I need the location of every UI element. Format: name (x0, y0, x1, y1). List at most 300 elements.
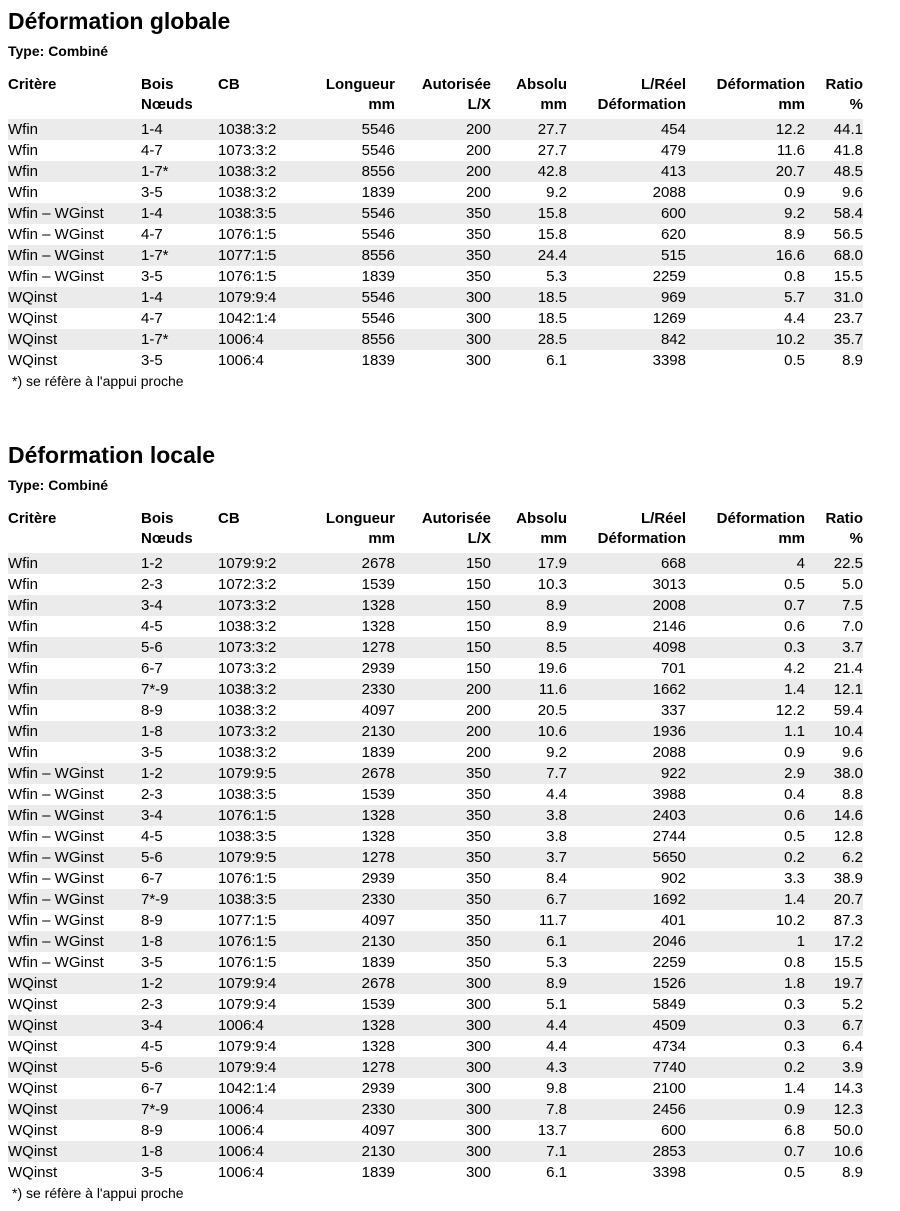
cell-longueur: 2678 (298, 553, 395, 574)
header-line: Nœuds (141, 530, 193, 547)
cell-critere: Wfin – WGinst (8, 910, 141, 931)
cell-critere: Wfin (8, 140, 141, 161)
cell-autorisee: 350 (395, 868, 491, 889)
cell-longueur: 1328 (298, 826, 395, 847)
cell-absolu: 7.1 (491, 1141, 567, 1162)
cell-autorisee: 300 (395, 994, 491, 1015)
cell-critere: WQinst (8, 994, 141, 1015)
cell-critere: Wfin – WGinst (8, 266, 141, 287)
cell-ratio: 6.4 (805, 1036, 863, 1057)
cell-longueur: 8556 (298, 245, 395, 266)
cell-l-reel: 2088 (567, 182, 686, 203)
table-row (8, 203, 863, 224)
cell-absolu: 27.7 (491, 119, 567, 140)
cell-noeuds: 1-4 (141, 287, 218, 308)
table-row (8, 329, 863, 350)
header-line: Bois (141, 510, 174, 527)
cell-cb: 1006:4 (218, 1015, 298, 1036)
cell-noeuds: 4-5 (141, 616, 218, 637)
deformation-table-global (8, 75, 863, 371)
cell-cb: 1038:3:5 (218, 203, 298, 224)
cell-noeuds: 1-4 (141, 119, 218, 140)
cell-deformation: 0.8 (686, 952, 805, 973)
cell-autorisee: 350 (395, 203, 491, 224)
cell-ratio: 19.7 (805, 973, 863, 994)
header-line: Autorisée (421, 76, 491, 93)
cell-l-reel: 3013 (567, 574, 686, 595)
cell-cb: 1076:1:5 (218, 868, 298, 889)
cell-deformation: 0.6 (686, 616, 805, 637)
header-line: Déformation (597, 530, 686, 547)
table-row (8, 553, 863, 574)
cell-longueur: 2939 (298, 658, 395, 679)
cell-noeuds: 8-9 (141, 1120, 218, 1141)
cell-ratio: 35.7 (805, 329, 863, 350)
cell-ratio: 68.0 (805, 245, 863, 266)
cell-cb: 1073:3:2 (218, 721, 298, 742)
cell-absolu: 42.8 (491, 161, 567, 182)
cell-l-reel: 3398 (567, 350, 686, 371)
cell-autorisee: 300 (395, 1015, 491, 1036)
cell-deformation: 1.4 (686, 679, 805, 700)
cell-absolu: 13.7 (491, 1120, 567, 1141)
cell-noeuds: 2-3 (141, 574, 218, 595)
cell-deformation: 0.9 (686, 182, 805, 203)
column-header-noeuds (141, 509, 218, 553)
cell-ratio: 5.2 (805, 994, 863, 1015)
cell-autorisee: 150 (395, 553, 491, 574)
table-row (8, 889, 863, 910)
table-row (8, 161, 863, 182)
cell-autorisee: 200 (395, 140, 491, 161)
cell-absolu: 4.4 (491, 784, 567, 805)
cell-longueur: 2330 (298, 679, 395, 700)
cell-longueur: 2130 (298, 1141, 395, 1162)
cell-absolu: 9.2 (491, 742, 567, 763)
header-line: Ratio (825, 510, 863, 527)
cell-absolu: 7.8 (491, 1099, 567, 1120)
header-line: % (849, 96, 863, 113)
cell-ratio: 31.0 (805, 287, 863, 308)
column-header-l-reel (567, 509, 686, 553)
cell-critere: Wfin (8, 616, 141, 637)
cell-autorisee: 150 (395, 595, 491, 616)
cell-ratio: 6.2 (805, 847, 863, 868)
cell-ratio: 3.7 (805, 637, 863, 658)
header-line: Absolu (516, 76, 567, 93)
cell-absolu: 3.7 (491, 847, 567, 868)
cell-longueur: 2330 (298, 1099, 395, 1120)
header-line: mm (540, 96, 567, 113)
cell-absolu: 18.5 (491, 287, 567, 308)
cell-critere: WQinst (8, 1120, 141, 1141)
cell-noeuds: 6-7 (141, 1078, 218, 1099)
cell-autorisee: 350 (395, 931, 491, 952)
cell-deformation: 0.5 (686, 350, 805, 371)
cell-cb: 1073:3:2 (218, 595, 298, 616)
table-row (8, 868, 863, 889)
cell-critere: Wfin (8, 553, 141, 574)
header-line: Absolu (516, 510, 567, 527)
cell-cb: 1038:3:2 (218, 161, 298, 182)
cell-longueur: 1539 (298, 784, 395, 805)
cell-critere: Wfin – WGinst (8, 224, 141, 245)
cell-absolu: 6.1 (491, 931, 567, 952)
table-row (8, 931, 863, 952)
cell-noeuds: 8-9 (141, 700, 218, 721)
cell-l-reel: 1662 (567, 679, 686, 700)
column-header-noeuds (141, 75, 218, 119)
table-row (8, 658, 863, 679)
header-line: L/Réel (640, 76, 686, 93)
cell-noeuds: 7*-9 (141, 679, 218, 700)
cell-deformation: 5.7 (686, 287, 805, 308)
cell-l-reel: 3398 (567, 1162, 686, 1183)
cell-absolu: 27.7 (491, 140, 567, 161)
cell-deformation: 11.6 (686, 140, 805, 161)
table-row (8, 784, 863, 805)
cell-l-reel: 4509 (567, 1015, 686, 1036)
table-row (8, 574, 863, 595)
table-row (8, 805, 863, 826)
cell-longueur: 1839 (298, 742, 395, 763)
cell-absolu: 15.8 (491, 203, 567, 224)
cell-critere: WQinst (8, 1078, 141, 1099)
cell-longueur: 1539 (298, 994, 395, 1015)
cell-ratio: 8.9 (805, 350, 863, 371)
cell-absolu: 17.9 (491, 553, 567, 574)
table-row (8, 595, 863, 616)
cell-deformation: 0.2 (686, 1057, 805, 1078)
cell-ratio: 12.1 (805, 679, 863, 700)
cell-l-reel: 2046 (567, 931, 686, 952)
column-header-cb (218, 509, 298, 553)
cell-deformation: 0.9 (686, 742, 805, 763)
cell-cb: 1038:3:2 (218, 700, 298, 721)
cell-ratio: 10.6 (805, 1141, 863, 1162)
cell-absolu: 3.8 (491, 805, 567, 826)
cell-longueur: 4097 (298, 910, 395, 931)
cell-longueur: 1328 (298, 616, 395, 637)
cell-critere: WQinst (8, 973, 141, 994)
header-line: L/Réel (640, 510, 686, 527)
cell-noeuds: 4-7 (141, 140, 218, 161)
deformation-table-local (8, 509, 863, 1183)
cell-cb: 1006:4 (218, 350, 298, 371)
cell-deformation: 1 (686, 931, 805, 952)
cell-autorisee: 350 (395, 889, 491, 910)
cell-l-reel: 401 (567, 910, 686, 931)
cell-absolu: 20.5 (491, 700, 567, 721)
cell-ratio: 50.0 (805, 1120, 863, 1141)
column-header-deformation (686, 75, 805, 119)
cell-critere: WQinst (8, 1099, 141, 1120)
cell-deformation: 0.9 (686, 1099, 805, 1120)
cell-absolu: 9.2 (491, 182, 567, 203)
table-row (8, 679, 863, 700)
cell-autorisee: 300 (395, 329, 491, 350)
cell-cb: 1079:9:4 (218, 1036, 298, 1057)
cell-autorisee: 300 (395, 1099, 491, 1120)
cell-l-reel: 2259 (567, 952, 686, 973)
cell-absolu: 28.5 (491, 329, 567, 350)
cell-l-reel: 668 (567, 553, 686, 574)
type-label: Type: Combiné (8, 477, 109, 493)
cell-ratio: 48.5 (805, 161, 863, 182)
cell-autorisee: 350 (395, 910, 491, 931)
cell-autorisee: 300 (395, 1078, 491, 1099)
cell-cb: 1076:1:5 (218, 931, 298, 952)
header-line: % (849, 530, 863, 547)
cell-ratio: 87.3 (805, 910, 863, 931)
cell-cb: 1038:3:5 (218, 889, 298, 910)
table-row (8, 287, 863, 308)
cell-absolu: 4.4 (491, 1036, 567, 1057)
cell-ratio: 15.5 (805, 952, 863, 973)
cell-critere: Wfin (8, 637, 141, 658)
table-row (8, 1099, 863, 1120)
cell-cb: 1038:3:2 (218, 119, 298, 140)
cell-deformation: 4.2 (686, 658, 805, 679)
cell-cb: 1006:4 (218, 1099, 298, 1120)
table-row (8, 973, 863, 994)
cell-autorisee: 300 (395, 350, 491, 371)
table-row (8, 742, 863, 763)
cell-ratio: 21.4 (805, 658, 863, 679)
cell-deformation: 0.3 (686, 1015, 805, 1036)
cell-absolu: 8.9 (491, 616, 567, 637)
cell-ratio: 56.5 (805, 224, 863, 245)
cell-critere: Wfin (8, 700, 141, 721)
cell-l-reel: 7740 (567, 1057, 686, 1078)
table-row (8, 826, 863, 847)
cell-l-reel: 3988 (567, 784, 686, 805)
cell-absolu: 4.3 (491, 1057, 567, 1078)
cell-autorisee: 350 (395, 826, 491, 847)
cell-autorisee: 350 (395, 952, 491, 973)
header-line: mm (778, 96, 805, 113)
cell-ratio: 15.5 (805, 266, 863, 287)
cell-critere: Wfin (8, 679, 141, 700)
cell-deformation: 0.5 (686, 1162, 805, 1183)
cell-critere: Wfin – WGinst (8, 952, 141, 973)
cell-ratio: 3.9 (805, 1057, 863, 1078)
cell-critere: Wfin (8, 574, 141, 595)
cell-l-reel: 337 (567, 700, 686, 721)
header-line: Bois (141, 76, 174, 93)
cell-cb: 1076:1:5 (218, 266, 298, 287)
table-row (8, 763, 863, 784)
cell-longueur: 1328 (298, 1036, 395, 1057)
cell-longueur: 8556 (298, 161, 395, 182)
cell-longueur: 5546 (298, 119, 395, 140)
cell-l-reel: 922 (567, 763, 686, 784)
cell-l-reel: 1269 (567, 308, 686, 329)
cell-critere: Wfin – WGinst (8, 763, 141, 784)
cell-ratio: 22.5 (805, 553, 863, 574)
cell-deformation: 10.2 (686, 910, 805, 931)
cell-cb: 1006:4 (218, 329, 298, 350)
cell-autorisee: 300 (395, 973, 491, 994)
table-row (8, 1015, 863, 1036)
cell-critere: Wfin – WGinst (8, 931, 141, 952)
cell-ratio: 44.1 (805, 119, 863, 140)
cell-critere: WQinst (8, 1057, 141, 1078)
cell-noeuds: 3-4 (141, 1015, 218, 1036)
table-row (8, 847, 863, 868)
cell-l-reel: 2456 (567, 1099, 686, 1120)
cell-longueur: 4097 (298, 1120, 395, 1141)
cell-deformation: 10.2 (686, 329, 805, 350)
cell-longueur: 1839 (298, 1162, 395, 1183)
cell-l-reel: 1526 (567, 973, 686, 994)
cell-ratio: 7.5 (805, 595, 863, 616)
header-line: Déformation (716, 510, 805, 527)
cell-absolu: 8.9 (491, 973, 567, 994)
cell-cb: 1006:4 (218, 1120, 298, 1141)
cell-ratio: 14.6 (805, 805, 863, 826)
table-row (8, 700, 863, 721)
table-row (8, 245, 863, 266)
cell-l-reel: 4734 (567, 1036, 686, 1057)
cell-longueur: 5546 (298, 203, 395, 224)
cell-autorisee: 300 (395, 308, 491, 329)
cell-noeuds: 5-6 (141, 1057, 218, 1078)
cell-cb: 1079:9:4 (218, 973, 298, 994)
column-header-critere (8, 75, 141, 119)
cell-critere: Wfin – WGinst (8, 245, 141, 266)
cell-cb: 1006:4 (218, 1141, 298, 1162)
cell-noeuds: 1-7* (141, 329, 218, 350)
cell-ratio: 12.8 (805, 826, 863, 847)
cell-cb: 1038:3:2 (218, 679, 298, 700)
cell-critere: WQinst (8, 1015, 141, 1036)
cell-absolu: 24.4 (491, 245, 567, 266)
cell-absolu: 5.3 (491, 266, 567, 287)
table-row (8, 308, 863, 329)
cell-autorisee: 300 (395, 1057, 491, 1078)
cell-autorisee: 350 (395, 763, 491, 784)
cell-ratio: 20.7 (805, 889, 863, 910)
table-row (8, 721, 863, 742)
cell-cb: 1077:1:5 (218, 910, 298, 931)
cell-critere: Wfin – WGinst (8, 889, 141, 910)
cell-absolu: 6.1 (491, 1162, 567, 1183)
cell-longueur: 2939 (298, 1078, 395, 1099)
cell-noeuds: 2-3 (141, 994, 218, 1015)
header-line: mm (368, 530, 395, 547)
cell-l-reel: 1936 (567, 721, 686, 742)
cell-absolu: 11.6 (491, 679, 567, 700)
table-row (8, 1141, 863, 1162)
cell-critere: WQinst (8, 1036, 141, 1057)
cell-deformation: 0.3 (686, 1036, 805, 1057)
table-row (8, 616, 863, 637)
cell-l-reel: 2403 (567, 805, 686, 826)
cell-critere: Wfin – WGinst (8, 868, 141, 889)
cell-absolu: 7.7 (491, 763, 567, 784)
cell-l-reel: 842 (567, 329, 686, 350)
cell-longueur: 1328 (298, 1015, 395, 1036)
cell-cb: 1079:9:4 (218, 1057, 298, 1078)
table-row (8, 350, 863, 371)
cell-ratio: 9.6 (805, 742, 863, 763)
cell-absolu: 8.5 (491, 637, 567, 658)
cell-noeuds: 1-8 (141, 931, 218, 952)
cell-critere: Wfin – WGinst (8, 203, 141, 224)
cell-deformation: 0.3 (686, 637, 805, 658)
cell-cb: 1076:1:5 (218, 952, 298, 973)
cell-absolu: 10.6 (491, 721, 567, 742)
cell-longueur: 8556 (298, 329, 395, 350)
cell-critere: Wfin (8, 182, 141, 203)
cell-critere: Wfin (8, 595, 141, 616)
cell-autorisee: 300 (395, 1141, 491, 1162)
cell-cb: 1079:9:4 (218, 994, 298, 1015)
cell-noeuds: 3-4 (141, 595, 218, 616)
cell-critere: Wfin – WGinst (8, 805, 141, 826)
cell-absolu: 5.1 (491, 994, 567, 1015)
cell-absolu: 4.4 (491, 1015, 567, 1036)
header-line: L/X (467, 530, 491, 547)
table-row (8, 994, 863, 1015)
cell-l-reel: 5650 (567, 847, 686, 868)
cell-deformation: 4.4 (686, 308, 805, 329)
cell-autorisee: 200 (395, 721, 491, 742)
cell-l-reel: 969 (567, 287, 686, 308)
cell-ratio: 12.3 (805, 1099, 863, 1120)
cell-deformation: 1.4 (686, 1078, 805, 1099)
cell-autorisee: 350 (395, 784, 491, 805)
cell-critere: Wfin – WGinst (8, 826, 141, 847)
cell-noeuds: 3-5 (141, 1162, 218, 1183)
cell-absolu: 10.3 (491, 574, 567, 595)
cell-critere: WQinst (8, 308, 141, 329)
footnote: *) se réfère à l'appui proche (12, 1185, 184, 1201)
cell-l-reel: 413 (567, 161, 686, 182)
cell-ratio: 6.7 (805, 1015, 863, 1036)
cell-absolu: 6.7 (491, 889, 567, 910)
cell-longueur: 1328 (298, 595, 395, 616)
cell-critere: Wfin – WGinst (8, 784, 141, 805)
cell-critere: WQinst (8, 1141, 141, 1162)
cell-longueur: 2130 (298, 721, 395, 742)
cell-autorisee: 150 (395, 616, 491, 637)
section-local-deformation (8, 440, 864, 1203)
cell-autorisee: 200 (395, 679, 491, 700)
cell-cb: 1072:3:2 (218, 574, 298, 595)
cell-deformation: 0.2 (686, 847, 805, 868)
table-row (8, 1120, 863, 1141)
cell-longueur: 1278 (298, 1057, 395, 1078)
cell-deformation: 0.5 (686, 826, 805, 847)
cell-l-reel: 902 (567, 868, 686, 889)
cell-deformation: 12.2 (686, 119, 805, 140)
cell-ratio: 7.0 (805, 616, 863, 637)
column-header-cb (218, 75, 298, 119)
cell-ratio: 9.6 (805, 182, 863, 203)
header-line: Autorisée (421, 510, 491, 527)
cell-deformation: 12.2 (686, 700, 805, 721)
cell-autorisee: 150 (395, 574, 491, 595)
cell-longueur: 2130 (298, 931, 395, 952)
cell-noeuds: 1-7* (141, 161, 218, 182)
cell-l-reel: 4098 (567, 637, 686, 658)
cell-cb: 1073:3:2 (218, 140, 298, 161)
header-line: Longueur (325, 76, 395, 93)
section-title: Déformation globale (8, 8, 231, 34)
cell-noeuds: 5-6 (141, 637, 218, 658)
